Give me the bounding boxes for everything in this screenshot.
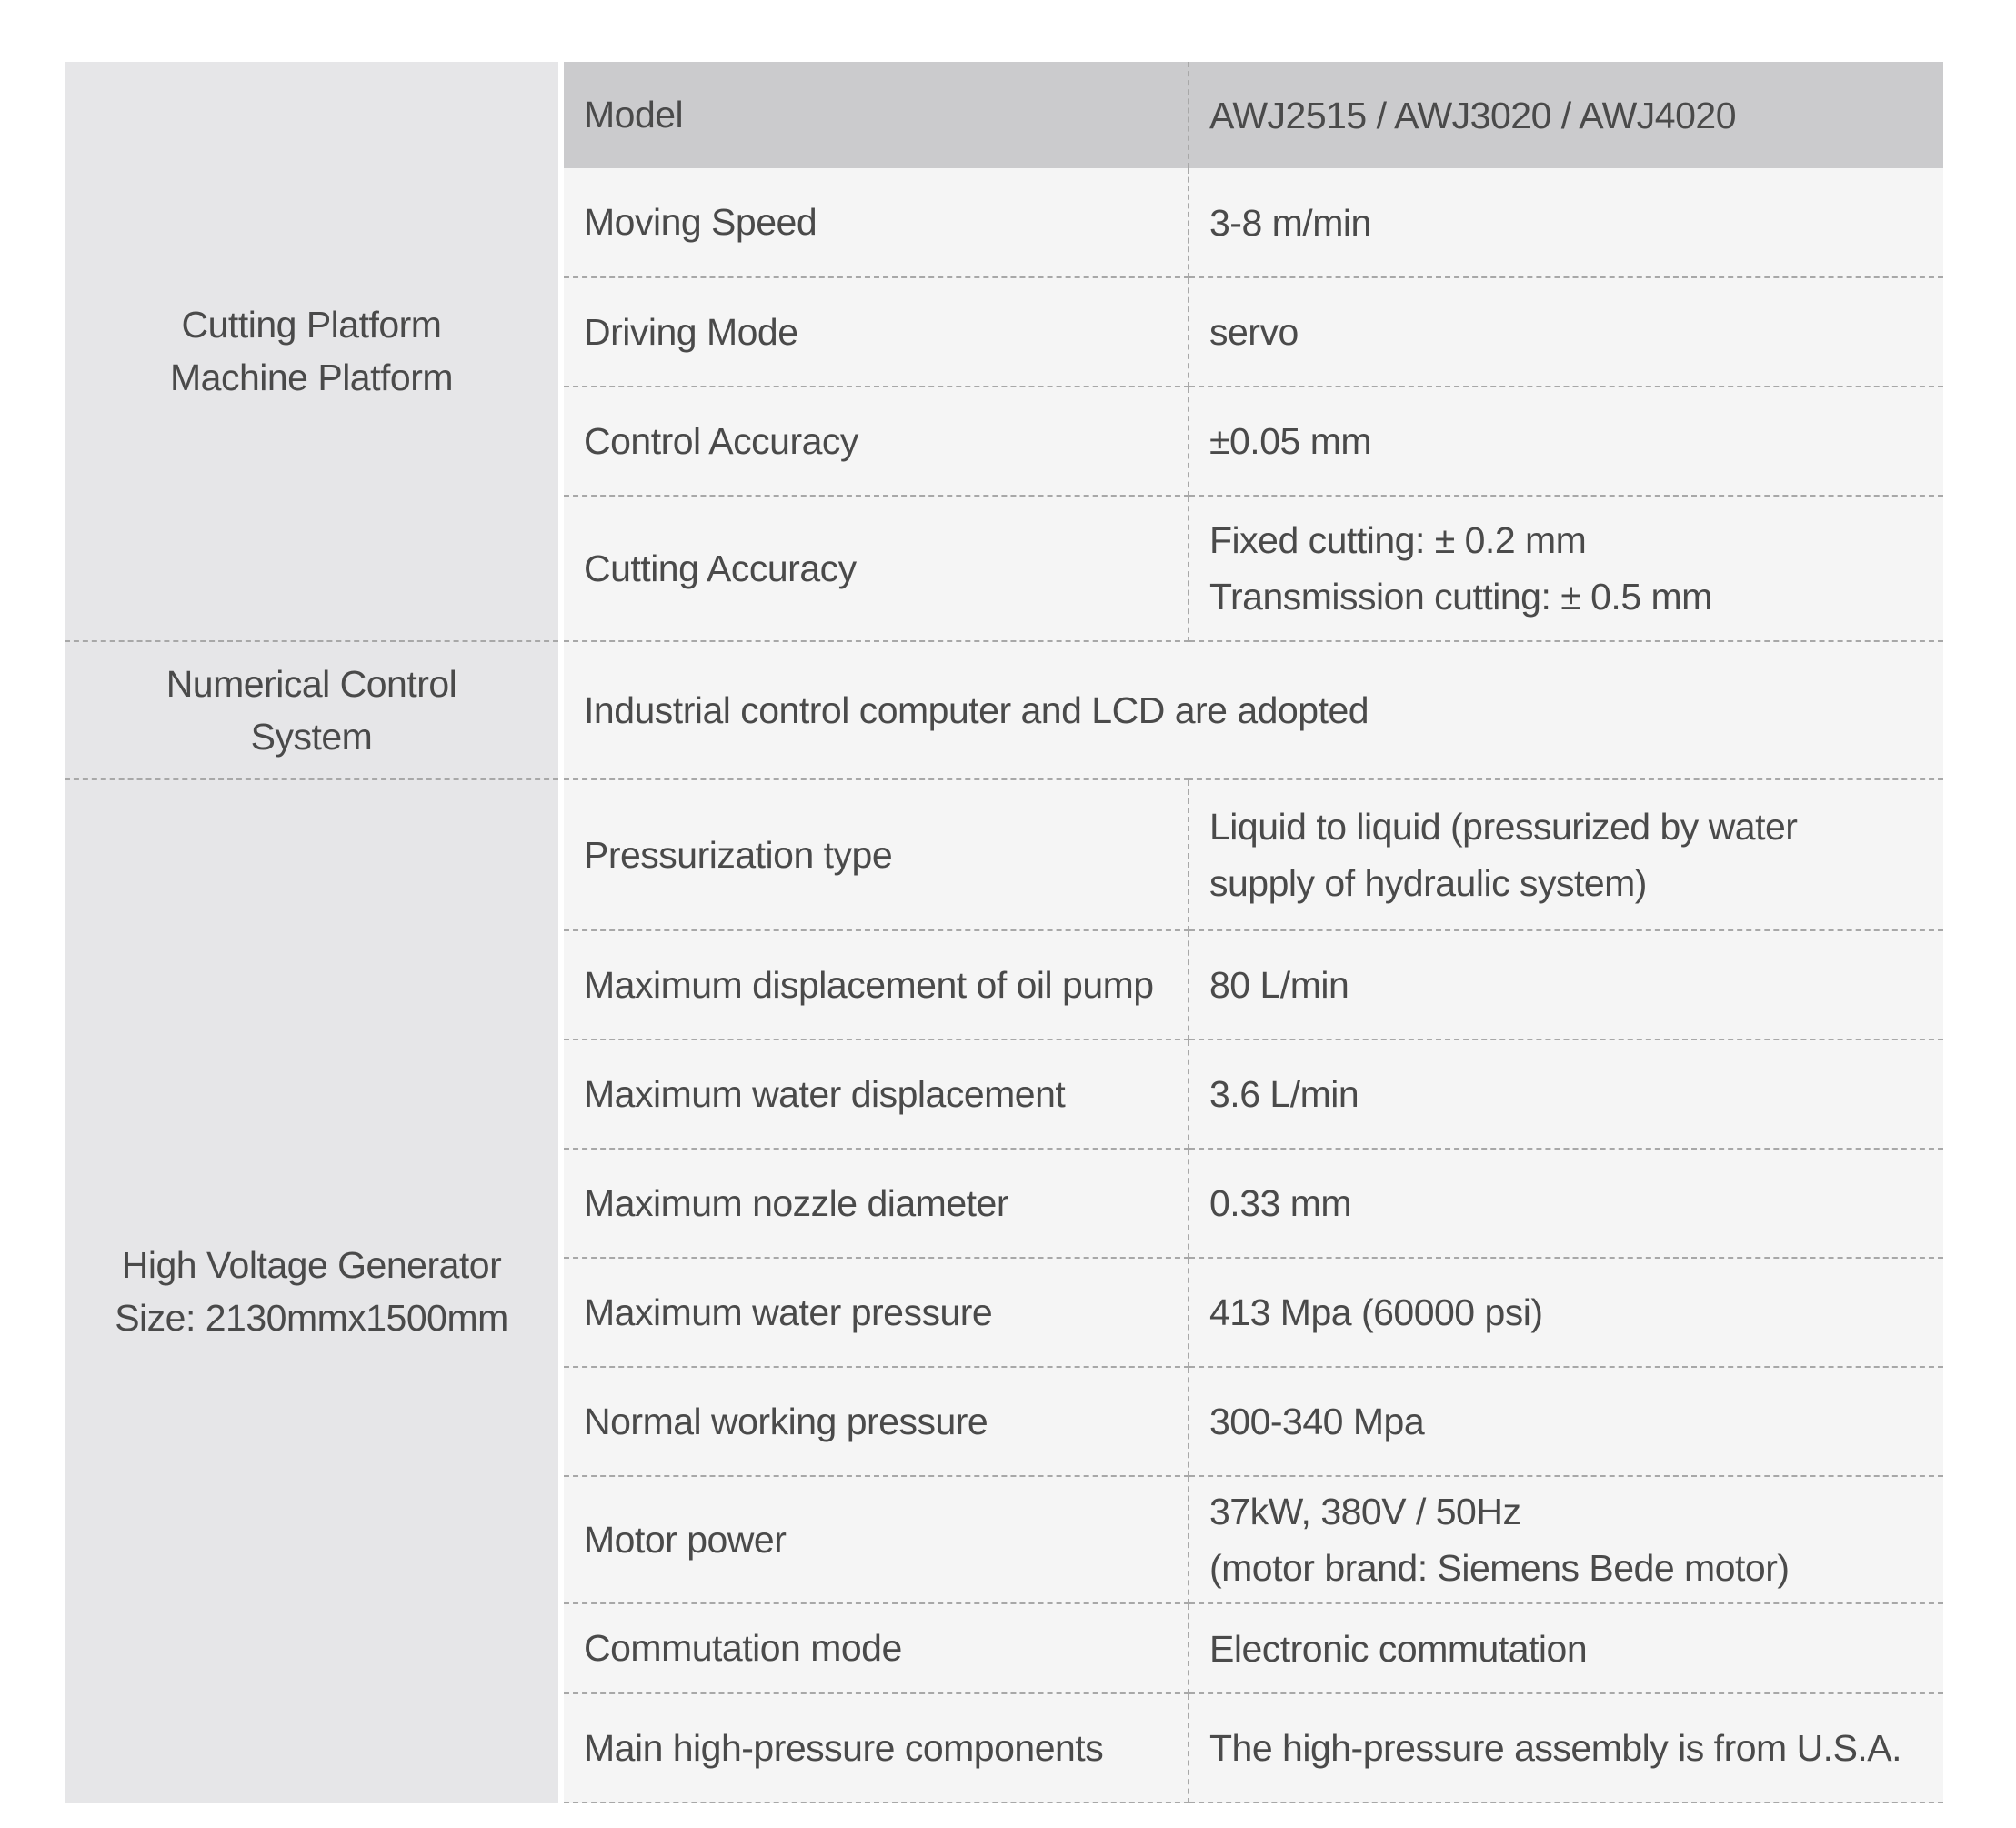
spec-label: Commutation mode (561, 1603, 1189, 1693)
category-cutting-platform: Cutting Platform Machine Platform (65, 62, 561, 641)
category-numerical-control: Numerical Control System (65, 641, 561, 779)
spec-value: 80 L/min (1189, 930, 1943, 1040)
table-row (65, 779, 1943, 930)
spec-value: Electronic commutation (1189, 1603, 1943, 1693)
spec-label: Normal working pressure (561, 1367, 1189, 1476)
spec-table (65, 62, 1943, 1803)
spec-value: The high-pressure assembly is from U.S.A. (1189, 1693, 1943, 1803)
spec-value: AWJ2515 / AWJ3020 / AWJ4020 (1189, 62, 1943, 168)
spec-value: Industrial control computer and LCD are adopted (561, 641, 1943, 779)
spec-value: Fixed cutting: ± 0.2 mm Transmission cutting: ± 0.5 mm (1189, 496, 1943, 641)
spec-label: Moving Speed (561, 168, 1189, 277)
spec-label: Maximum displacement of oil pump (561, 930, 1189, 1040)
spec-label: Maximum water displacement (561, 1040, 1189, 1149)
spec-value: 3.6 L/min (1189, 1040, 1943, 1149)
spec-label: Pressurization type (561, 779, 1189, 930)
spec-label: Motor power (561, 1476, 1189, 1603)
spec-value: 0.33 mm (1189, 1149, 1943, 1258)
spec-value: 3-8 m/min (1189, 168, 1943, 277)
spec-label: Cutting Accuracy (561, 496, 1189, 641)
spec-value: 413 Mpa (60000 psi) (1189, 1258, 1943, 1367)
category-high-voltage-generator: High Voltage Generator Size: 2130mmx1500mm (65, 779, 561, 1803)
spec-label: Maximum water pressure (561, 1258, 1189, 1367)
spec-label: Driving Mode (561, 277, 1189, 387)
spec-value: Liquid to liquid (pressurized by water supply of hydraulic system) (1189, 779, 1943, 930)
table-row (65, 641, 1943, 779)
spec-value: ±0.05 mm (1189, 387, 1943, 496)
spec-label: Maximum nozzle diameter (561, 1149, 1189, 1258)
spec-value: 300-340 Mpa (1189, 1367, 1943, 1476)
spec-value: servo (1189, 277, 1943, 387)
table-row (65, 62, 1943, 168)
spec-label: Control Accuracy (561, 387, 1189, 496)
spec-value: 37kW, 380V / 50Hz (motor brand: Siemens Bede motor) (1189, 1476, 1943, 1603)
spec-label: Main high-pressure components (561, 1693, 1189, 1803)
spec-label: Model (561, 62, 1189, 168)
